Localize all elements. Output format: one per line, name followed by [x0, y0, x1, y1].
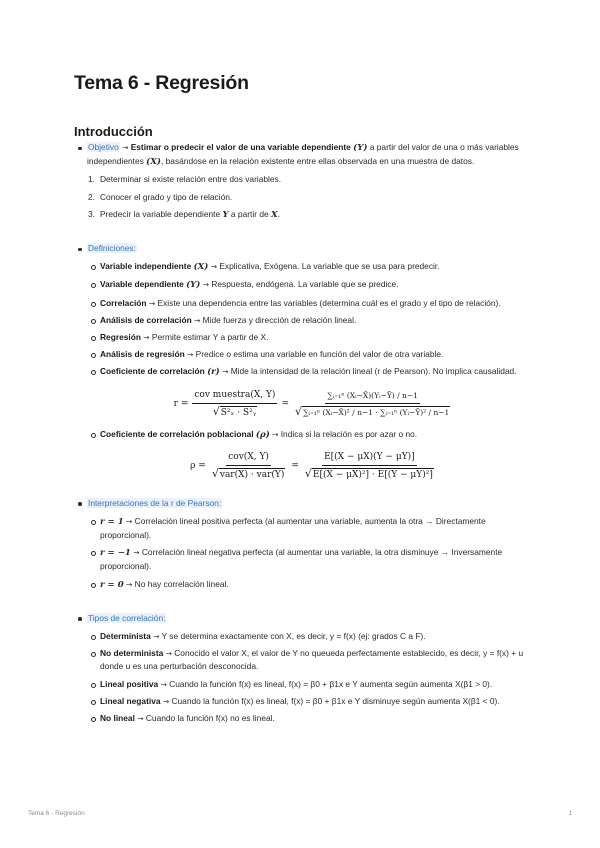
list-item: Coeficiente de correlación poblacional (ρ) → Indica si la relación es por azar o no. ρ = $\frac{\text{cov(X, Y)}}{\text{√var(X) · var(Y)}}$ = $\frac{E[(X - \mu X)(Y - \mu Y)]}{\text{√E[(X − μX)²] · E[(Y − μY)²]}}$ — [87, 428, 526, 483]
objetivo-bold: Estimar o predecir el valor de una variable dependiente — [130, 142, 351, 152]
list-item: r = 0 → No hay correlación lineal. — [87, 578, 526, 592]
list-item: Coeficiente de correlación (r) → Mide la intensidad de la relación lineal (r de Pearson). No implica causalidad. r = $\frac{\text{cov muestra(X, Y)}}{\text{√S²ₓ · S²ᵧ}}$ = $\frac{\text{∑ᵢ₌₁ⁿ (Xᵢ−X̄)(Yᵢ−Ȳ) / n−1}}{\text{√∑ᵢ₌₁ⁿ (Xᵢ−X̄)² / n−1 · ∑ᵢ₌₁ⁿ (Yᵢ−Ȳ)² / n−1}}$ — [87, 365, 526, 420]
page-title: Tema 6 - Regresión — [74, 72, 249, 94]
objetivo-steps — [87, 173, 526, 222]
list-item: Variable dependiente (Y) → Respuesta, endógena. La variable que se predice. — [87, 278, 526, 292]
list-item: Determinista → Y se determina exactamente con X, es decir, y = f(x) (ej: grados C a F). — [87, 630, 526, 643]
list-item: No lineal → Cuando la función f(x) no es lineal. — [87, 712, 526, 725]
list-item: r = −1 → Correlación lineal negativa perfecta (al aumentar una variable, la otra disminuye → Inversamente proporcional). — [87, 546, 526, 573]
definiciones-item — [74, 242, 526, 483]
list-item: Correlación → Existe una dependencia entre las variables (determina cuál es el grado y el tipo de relación). — [87, 297, 526, 310]
list-item: 1. Determinar si existe relación entre dos variables. — [88, 174, 282, 185]
page-number: 1 — [568, 810, 572, 817]
interpretaciones-list — [74, 497, 526, 592]
tipos-label: Tipos de correlación: — [88, 612, 166, 623]
section-title: Introducción — [74, 124, 153, 139]
objetivo-item: Objetivo → Estimar o predecir el valor de una variable dependiente (Y) a partir del valor de una o más variables independientes (X), basándose en la relación existente entre ellas observada en una muestra de datos. 1. Determinar si existe relación entre dos variables. 2. Conocer el grado y tipo de relación. 3. Predecir la variable dependiente Y a partir de X. — [74, 141, 526, 222]
tipos-item — [74, 612, 526, 725]
list-item: r = 1 → Correlación lineal positiva perfecta (al aumentar una variable, aumenta la otra → Directamente proporcional). — [87, 515, 526, 542]
interpretaciones-item — [74, 497, 526, 592]
formula-rho: ρ = $\frac{\text{cov(X, Y)}}{\text{√var(X) · var(Y)}}$ = $\frac{E[(X - \mu X)(Y - \mu Y)]}{\text{√E[(X − μX)²] · E[(Y − μY)²]}}$ — [190, 452, 433, 481]
list-item: Análisis de correlación → Mide fuerza y dirección de relación lineal. — [87, 314, 526, 327]
list-item: 2. Conocer el grado y tipo de relación. — [88, 191, 233, 202]
list-item: Regresión → Permite estimar Y a partir de X. — [87, 331, 526, 344]
objetivo-list — [74, 141, 526, 222]
objetivo-label: Objetivo — [88, 142, 119, 152]
page-footer — [28, 810, 572, 817]
formula-r: r = $\frac{\text{cov muestra(X, Y)}}{\text{√S²ₓ · S²ᵧ}}$ = $\frac{\text{∑ᵢ₌₁ⁿ (Xᵢ−X̄)(Yᵢ−Ȳ) / n−1}}{\text{√∑ᵢ₌₁ⁿ (Xᵢ−X̄)² / n−1 · ∑ᵢ₌₁ⁿ (Yᵢ−Ȳ)² / n−1}}$ — [173, 389, 450, 419]
definiciones-label: Definiciones: — [88, 243, 136, 254]
list-item: 3. Predecir la variable dependiente Y a partir de X. — [88, 208, 280, 220]
interpretaciones-label: Interpretaciones de la r de Pearson: — [88, 497, 222, 508]
document-body — [74, 141, 526, 725]
list-item: No determinista → Conocido el valor X, el valor de Y no queueda perfectamente establecido, es decir, y = f(x) + u donde u es una perturbación desconocida. — [87, 647, 526, 673]
list-item: Variable independiente (X) → Explicativa, Exógena. La variable que se usa para predecir. — [87, 260, 526, 274]
definiciones-list — [74, 242, 526, 483]
footer-title: Tema 6 - Regresión — [28, 810, 85, 817]
list-item: Lineal positiva → Cuando la función f(x) es lineal, f(x) = β0 + β1x e Y aumenta según aumenta X(β1 > 0). — [87, 678, 526, 691]
list-item: Lineal negativa → Cuando la función f(x) es lineal, f(x) = β0 + β1x e Y disminuye según aumenta X(β1 < 0). — [87, 695, 526, 708]
tipos-list — [74, 612, 526, 725]
list-item: Análisis de regresión → Predice o estima una variable en función del valor de otra variable. — [87, 348, 526, 361]
